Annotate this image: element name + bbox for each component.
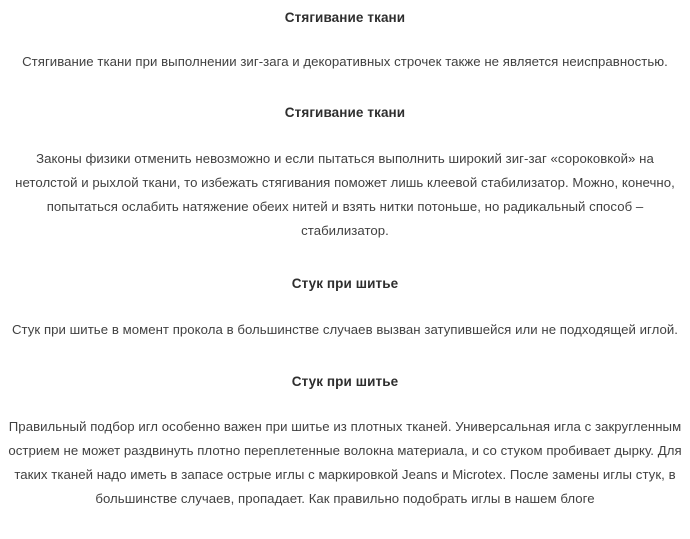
document-section-3: [8, 243, 682, 342]
document-section-1: [8, 0, 682, 74]
document-section-4: [8, 342, 682, 511]
section-heading: Стягивание ткани: [284, 10, 406, 25]
document-section-2: [8, 74, 682, 243]
section-paragraph: Стягивание ткани при выполнении зиг-зага и декоративных строчек также не является неисправностью.: [22, 54, 668, 69]
section-heading: Стук при шитье: [291, 374, 399, 389]
section-paragraph: Стук при шитье в момент прокола в большинстве случаев вызван затупившейся или не подходящей иглой.: [11, 322, 679, 337]
section-heading: Стук при шитье: [291, 276, 399, 291]
section-heading: Стягивание ткани: [284, 105, 406, 120]
section-paragraph: Законы физики отменить невозможно и если пытаться выполнить широкий зиг-заг «сороковкой» на нетолстой и рыхлой ткани, то избежать стягивания поможет лишь клеевой стабилизатор. Можно, конечно, попытаться ослабить натяжение обеих нитей и взять нитки потоньше, но радикальный способ – стабилизатор.: [15, 151, 675, 238]
section-paragraph: Правильный подбор игл особенно важен при шитье из плотных тканей. Универсальная игла с закругленным острием не может раздвинуть плотно переплетенные волокна материала, и со стуком пробивает дырку. Для таких тканей надо иметь в запасе острые иглы с маркировкой Jeans и Microtex. После замены иглы стук, в большинстве случаев, пропадает. Как правильно подобрать иглы в нашем блоге: [8, 419, 682, 506]
